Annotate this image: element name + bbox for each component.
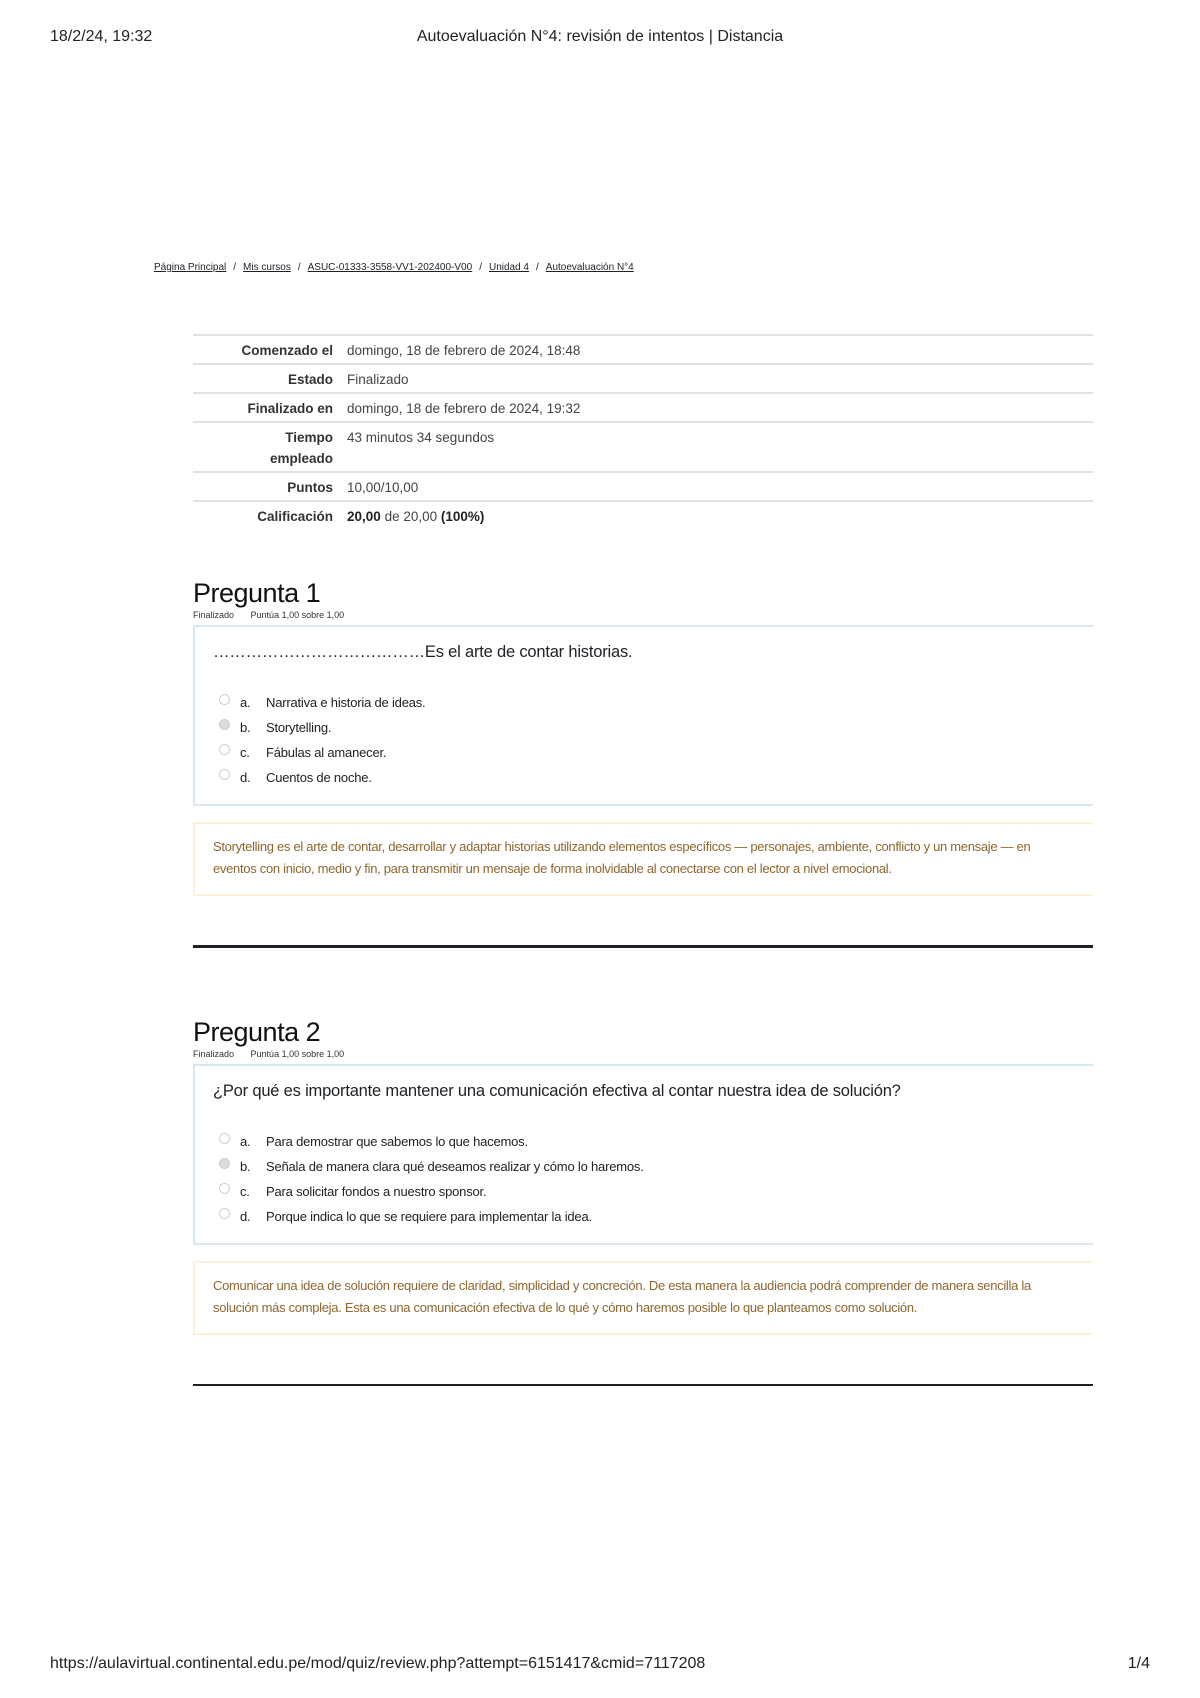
breadcrumb: Página Principal / Mis cursos / ASUC-01333-3558-VV1-202400-V00 / Unidad 4 / Autoevaluación N°4 — [154, 262, 634, 273]
question-1 — [193, 577, 1093, 896]
radio-button[interactable] — [219, 1183, 230, 1194]
answer-letter: b. — [240, 1159, 251, 1174]
answer-letter: a. — [240, 1134, 251, 1149]
answer-text: Para solicitar fondos a nuestro sponsor. — [266, 1184, 487, 1199]
summary-row-state — [193, 364, 1093, 393]
breadcrumb-course-link[interactable]: ASUC-01333-3558-VV1-202400-V00 — [307, 262, 473, 273]
summary-label: Finalizado en — [247, 401, 333, 416]
answer-option[interactable] — [213, 1154, 1093, 1179]
question-status: Finalizado — [193, 1049, 235, 1059]
answer-option[interactable] — [213, 740, 1093, 765]
radio-button-selected[interactable] — [219, 719, 230, 730]
summary-value — [347, 501, 1093, 529]
summary-label: Calificación — [257, 509, 333, 524]
summary-value: 10,00/10,00 — [347, 480, 419, 495]
answer-option[interactable] — [213, 765, 1093, 790]
grade-score: 20,00 — [347, 509, 381, 524]
answer-letter: c. — [240, 1184, 250, 1199]
question-score: Puntúa 1,00 sobre 1,00 — [250, 1049, 345, 1059]
breadcrumb-my-courses-link[interactable]: Mis cursos — [243, 262, 291, 273]
summary-value: 43 minutos 34 segundos — [347, 430, 495, 445]
summary-label: Puntos — [287, 480, 333, 495]
question-info — [193, 610, 1093, 622]
answer-text: Cuentos de noche. — [266, 770, 372, 785]
radio-button[interactable] — [219, 1133, 230, 1144]
question-divider — [193, 1384, 1093, 1386]
summary-label: Comenzado el — [241, 343, 333, 358]
question-score: Puntúa 1,00 sobre 1,00 — [250, 610, 345, 620]
summary-label: Estado — [287, 372, 333, 387]
answer-option[interactable] — [213, 1129, 1093, 1154]
breadcrumb-quiz-link[interactable]: Autoevaluación N°4 — [545, 262, 634, 273]
answer-option[interactable] — [213, 1179, 1093, 1204]
question-text: ¿Por qué es importante mantener una comunicación efectiva al contar nuestra idea de solución? — [213, 1082, 901, 1100]
answer-letter: d. — [240, 770, 251, 785]
radio-button[interactable] — [219, 744, 230, 755]
answer-letter: c. — [240, 745, 250, 760]
answer-letter: a. — [240, 695, 251, 710]
print-footer — [50, 1655, 1150, 1675]
print-date: 18/2/24, 19:32 — [50, 28, 153, 45]
summary-label: Tiempo empleado — [269, 430, 333, 466]
summary-value: Finalizado — [347, 372, 409, 387]
question-text: …………………………………Es el arte de contar historias. — [213, 643, 633, 661]
summary-row-time — [193, 422, 1093, 472]
answer-option[interactable] — [213, 690, 1093, 715]
answer-text: Porque indica lo que se requiere para implementar la idea. — [266, 1209, 592, 1224]
radio-button[interactable] — [219, 694, 230, 705]
summary-row-points — [193, 472, 1093, 501]
print-title: Autoevaluación N°4: revisión de intentos | Distancia — [416, 28, 784, 45]
summary-row-grade — [193, 501, 1093, 529]
print-url: https://aulavirtual.continental.edu.pe/mod/quiz/review.php?attempt=6151417&cmid=7117208 — [50, 1655, 706, 1672]
answer-option[interactable] — [213, 1204, 1093, 1229]
question-content — [193, 1064, 1093, 1245]
question-info — [193, 1049, 1093, 1061]
attempt-summary-table — [193, 334, 1093, 529]
breadcrumb-unit-link[interactable]: Unidad 4 — [488, 262, 529, 273]
answer-text: Fábulas al amanecer. — [266, 745, 387, 760]
summary-value: domingo, 18 de febrero de 2024, 18:48 — [347, 343, 581, 358]
question-title: Pregunta 2 — [193, 1017, 321, 1047]
answer-letter: d. — [240, 1209, 251, 1224]
radio-button[interactable] — [219, 769, 230, 780]
answer-text: Narrativa e historia de ideas. — [266, 695, 426, 710]
radio-button[interactable] — [219, 1208, 230, 1219]
grade-percent: (100%) — [440, 509, 485, 524]
answer-text: Para demostrar que sabemos lo que hacemos. — [266, 1134, 528, 1149]
question-status: Finalizado — [193, 610, 235, 620]
grade-of: de 20,00 — [384, 509, 438, 524]
breadcrumb-home-link[interactable]: Página Principal — [154, 262, 227, 273]
question-divider — [193, 945, 1093, 948]
print-header — [50, 28, 1150, 48]
summary-row-started — [193, 335, 1093, 364]
answer-letter: b. — [240, 720, 251, 735]
answer-text: Señala de manera clara qué deseamos realizar y cómo lo haremos. — [266, 1159, 644, 1174]
question-content — [193, 625, 1093, 806]
answer-text: Storytelling. — [266, 720, 332, 735]
general-feedback: Comunicar una idea de solución requiere de claridad, simplicidad y concreción. De esta manera la audiencia podrá comprender de manera sencilla la solución más compleja. Esta es una comunicación efectiva de lo qué y cómo haremos posible lo que planteamos como solución. — [193, 1261, 1093, 1335]
question-title: Pregunta 1 — [193, 578, 321, 608]
general-feedback: Storytelling es el arte de contar, desarrollar y adaptar historias utilizando elementos específicos — personajes, ambiente, conflicto y un mensaje — en eventos con inicio, medio y fin, para transmitir un mensaje de forma inolvidable al conectarse con el lector a nivel emocional. — [193, 822, 1093, 896]
question-2 — [193, 1016, 1093, 1335]
print-page-number: 1/4 — [1127, 1655, 1150, 1672]
summary-row-finished — [193, 393, 1093, 422]
answer-option[interactable] — [213, 715, 1093, 740]
summary-value: domingo, 18 de febrero de 2024, 19:32 — [347, 401, 581, 416]
radio-button-selected[interactable] — [219, 1158, 230, 1169]
